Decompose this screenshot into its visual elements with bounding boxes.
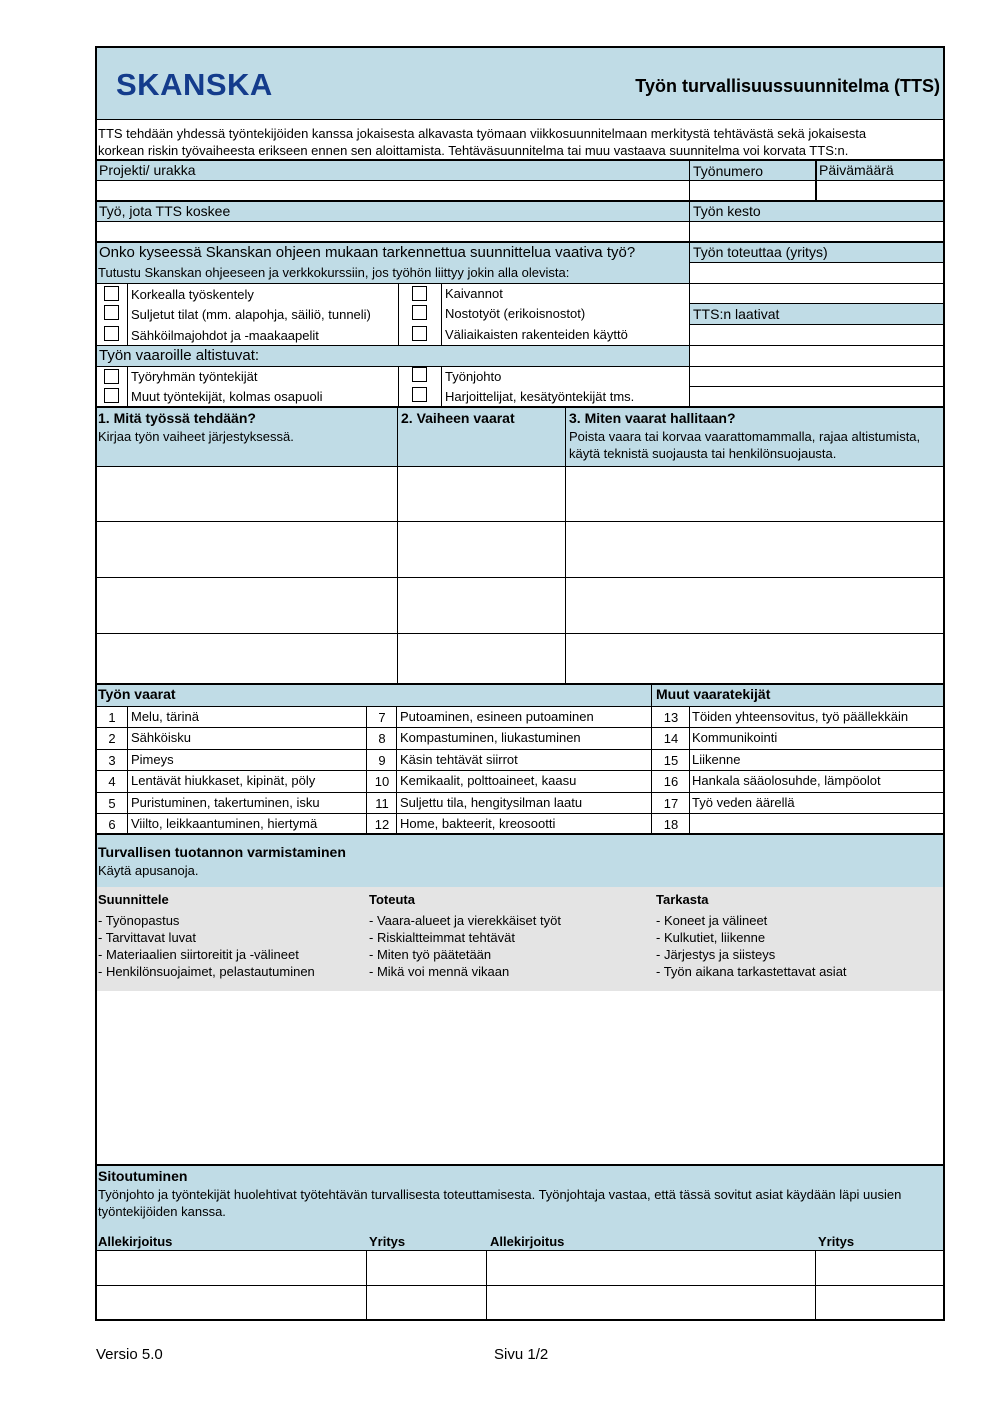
page-title: Työn turvallisuussuunnitelma (TTS) — [635, 76, 940, 96]
company-field[interactable] — [816, 1287, 943, 1320]
label-duration: Työn kesto — [693, 203, 761, 219]
exposure-right-2: Harjoittelijat, kesätyöntekijät tms. — [445, 389, 635, 404]
hazard-label: Puristuminen, takertuminen, isku — [131, 795, 320, 810]
phase-row-1[interactable] — [97, 467, 943, 521]
planning-left-3: Sähköilmajohdot ja -maakaapelit — [131, 328, 319, 343]
checkbox-other-workers[interactable] — [104, 388, 119, 403]
safety-col2-item: - Riskialtteimmat tehtävät — [369, 930, 515, 945]
company-field[interactable] — [367, 1287, 485, 1320]
safety-col1-item: - Työnopastus — [98, 913, 180, 928]
hazard-number: 3 — [108, 753, 116, 768]
hazard-number: 9 — [378, 753, 386, 768]
safety-notes-area[interactable] — [97, 992, 943, 1164]
hazard-label: Viilto, leikkaantuminen, hiertymä — [131, 816, 318, 831]
safety-col1-item: - Tarvittavat luvat — [98, 930, 197, 945]
signature-field[interactable] — [487, 1251, 814, 1285]
planning-left-2: Suljetut tilat (mm. alapohja, säiliö, tunneli) — [131, 307, 371, 322]
checkbox-confined[interactable] — [104, 305, 119, 320]
hazard-label: Töiden yhteensovitus, työ päällekkäin — [692, 709, 909, 724]
hazard-label: Käsin tehtävät siirrot — [400, 752, 518, 767]
phases-col2-title: 2. Vaiheen vaarat — [401, 410, 515, 426]
input-duration[interactable] — [690, 222, 943, 241]
label-date: Päivämäärä — [819, 162, 894, 178]
phases-col3-sub1: Poista vaara tai korvaa vaarattomammalla, rajaa altistumista, — [569, 429, 921, 444]
company-field[interactable] — [367, 1251, 485, 1285]
safety-col2-title: Toteuta — [369, 892, 415, 907]
signature-field[interactable] — [97, 1287, 365, 1320]
safety-col3-item: - Kulkutiet, liikenne — [656, 930, 766, 945]
planning-right-3: Väliaikaisten rakenteiden käyttö — [445, 327, 628, 342]
hazard-label: Sähköisku — [131, 730, 191, 745]
input-authors-1[interactable] — [690, 325, 943, 345]
planning-right-2: Nostotyöt (erikoisnostot) — [445, 306, 586, 321]
signature-field[interactable] — [487, 1287, 814, 1320]
hazard-label: Liikenne — [692, 752, 741, 767]
hazard-number: 16 — [663, 774, 679, 789]
checkbox-supervisors[interactable] — [412, 367, 427, 382]
input-work-number[interactable] — [690, 181, 815, 200]
safety-subtitle: Käytä apusanoja. — [98, 863, 199, 878]
input-authors-4[interactable] — [690, 387, 943, 406]
hazard-label: Suljettu tila, hengitysilman laatu — [400, 795, 583, 810]
hazard-label: Pimeys — [131, 752, 174, 767]
checkbox-lifting[interactable] — [412, 305, 427, 320]
safety-col1-item: - Henkilönsuojaimet, pelastautuminen — [98, 964, 315, 979]
safety-col1-item: - Materiaalien siirtoreitit ja -välineet — [98, 947, 299, 962]
input-date[interactable] — [817, 181, 943, 200]
safety-col1-title: Suunnittele — [98, 892, 169, 907]
hazard-number: 4 — [108, 774, 116, 789]
phases-col3-sub2: käytä teknistä suojausta tai henkilönsuojausta. — [569, 446, 837, 461]
label-executor: Työn toteuttaa (yritys) — [693, 244, 828, 260]
hazard-label: Kemikaalit, polttoaineet, kaasu — [400, 773, 577, 788]
hazard-number: 2 — [108, 731, 116, 746]
hazard-number: 6 — [108, 817, 116, 832]
label-work-number: Työnumero — [693, 163, 764, 179]
safety-title: Turvallisen tuotannon varmistaminen — [98, 844, 346, 860]
hazard-label: Lentävät hiukkaset, kipinät, pöly — [131, 773, 316, 788]
planning-question: Onko kyseessä Skanskan ohjeen mukaan tarkennettua suunnittelua vaativa työ? — [99, 244, 636, 261]
hazard-number: 1 — [108, 710, 116, 725]
checkbox-power-lines[interactable] — [104, 326, 119, 341]
exposure-right-1: Työnjohto — [445, 369, 502, 384]
hazard-label: Hankala sääolosuhde, lämpöolot — [692, 773, 881, 788]
safety-col3-item: - Koneet ja välineet — [656, 913, 768, 928]
hazard-label: Kommunikointi — [692, 730, 778, 745]
commitment-title: Sitoutuminen — [98, 1168, 188, 1184]
hazard-number: 12 — [374, 817, 390, 832]
planning-left-1: Korkealla työskentely — [131, 287, 254, 302]
intro-line-2: korkean riskin työvaiheesta erikseen ennen sen aloittamista. Tehtäväsuunnitelma tai muu vastaava suunnitelma voi korvata TTS:n. — [98, 143, 849, 158]
input-executor-1[interactable] — [690, 263, 943, 283]
signature-label-2: Allekirjoitus — [490, 1234, 565, 1249]
input-authors-3[interactable] — [690, 367, 943, 386]
hazard-number: 13 — [663, 710, 679, 725]
label-project: Projekti/ urakka — [99, 162, 196, 178]
exposure-title: Työn vaaroille altistuvat: — [99, 347, 260, 364]
signature-field[interactable] — [97, 1251, 365, 1285]
label-work-subject: Työ, jota TTS koskee — [99, 203, 231, 219]
planning-right-1: Kaivannot — [445, 286, 503, 301]
hazard-label: Kompastuminen, liukastuminen — [400, 730, 581, 745]
input-work-subject[interactable] — [97, 222, 688, 241]
hazard-number: 17 — [663, 796, 679, 811]
phase-row-3[interactable] — [97, 578, 943, 633]
footer-page: Sivu 1/2 — [494, 1346, 549, 1363]
checkbox-temp-structures[interactable] — [412, 326, 427, 341]
input-executor-2[interactable] — [690, 284, 943, 304]
hazard-label: Melu, tärinä — [131, 709, 199, 724]
exposure-left-1: Työryhmän työntekijät — [131, 369, 258, 384]
hazard-number: 7 — [378, 710, 386, 725]
hazard-label: Työ veden äärellä — [692, 795, 795, 810]
safety-col3-title: Tarkasta — [656, 892, 709, 907]
company-field[interactable] — [816, 1251, 943, 1285]
company-label-1: Yritys — [369, 1234, 406, 1249]
phase-row-4[interactable] — [97, 634, 943, 683]
commitment-text-2: työntekijöiden kanssa. — [98, 1204, 226, 1219]
intro-line-1: TTS tehdään yhdessä työntekijöiden kanssa jokaisesta alkavasta työmaan viikkosuunnitelmaan merkitystä tehtävästä sekä jokaisesta — [98, 126, 867, 141]
hazards-title: Työn vaarat — [98, 686, 176, 702]
other-hazards-title: Muut vaaratekijät — [656, 686, 771, 702]
hazard-label: Putoaminen, esineen putoaminen — [400, 709, 594, 724]
signature-label-1: Allekirjoitus — [98, 1234, 173, 1249]
phases-col1-title: 1. Mitä työssä tehdään? — [98, 410, 256, 426]
footer-version: Versio 5.0 — [96, 1346, 163, 1363]
checkbox-team-workers[interactable] — [104, 369, 119, 384]
hazard-number: 5 — [108, 796, 116, 811]
input-authors-2[interactable] — [690, 346, 943, 366]
safety-col2-item: - Mikä voi mennä vikaan — [369, 964, 510, 979]
hazard-number: 11 — [375, 796, 389, 811]
safety-col3-item: - Järjestys ja siisteys — [656, 947, 776, 962]
hazard-label: Home, bakteerit, kreosootti — [400, 816, 556, 831]
hazard-number: 15 — [663, 753, 679, 768]
checkbox-trainees[interactable] — [412, 387, 427, 402]
input-project[interactable] — [97, 181, 688, 200]
safety-col2-item: - Vaara-alueet ja vierekkäiset työt — [369, 913, 561, 928]
label-authors: TTS:n laativat — [693, 306, 780, 322]
exposure-left-2: Muut työntekijät, kolmas osapuoli — [131, 389, 323, 404]
hazard-number: 18 — [663, 817, 679, 832]
planning-instruction: Tutustu Skanskan ohjeeseen ja verkkokurssiin, jos työhön liittyy jokin alla olevista: — [98, 265, 570, 280]
commitment-text-1: Työnjohto ja työntekijät huolehtivat työtehtävän turvallisesta toteuttamisesta. Työnjohtaja vastaa, että tässä sovitut asiat käydään läpi uusien — [98, 1187, 902, 1202]
hazard-number: 8 — [378, 731, 386, 746]
hazards-header — [96, 684, 944, 706]
company-label-2: Yritys — [818, 1234, 855, 1249]
safety-col2-item: - Miten työ päätetään — [369, 947, 492, 962]
phases-col1-sub: Kirjaa työn vaiheet järjestyksessä. — [98, 429, 294, 444]
checkbox-high-work[interactable] — [104, 286, 119, 301]
checkbox-excavation[interactable] — [412, 286, 427, 301]
hazard-number: 10 — [374, 774, 390, 789]
phases-col3-title: 3. Miten vaarat hallitaan? — [569, 410, 736, 426]
hazard-number: 14 — [663, 731, 679, 746]
skanska-logo: SKANSKA — [116, 67, 273, 102]
phase-row-2[interactable] — [97, 522, 943, 577]
safety-col3-item: - Työn aikana tarkastettavat asiat — [656, 964, 847, 979]
